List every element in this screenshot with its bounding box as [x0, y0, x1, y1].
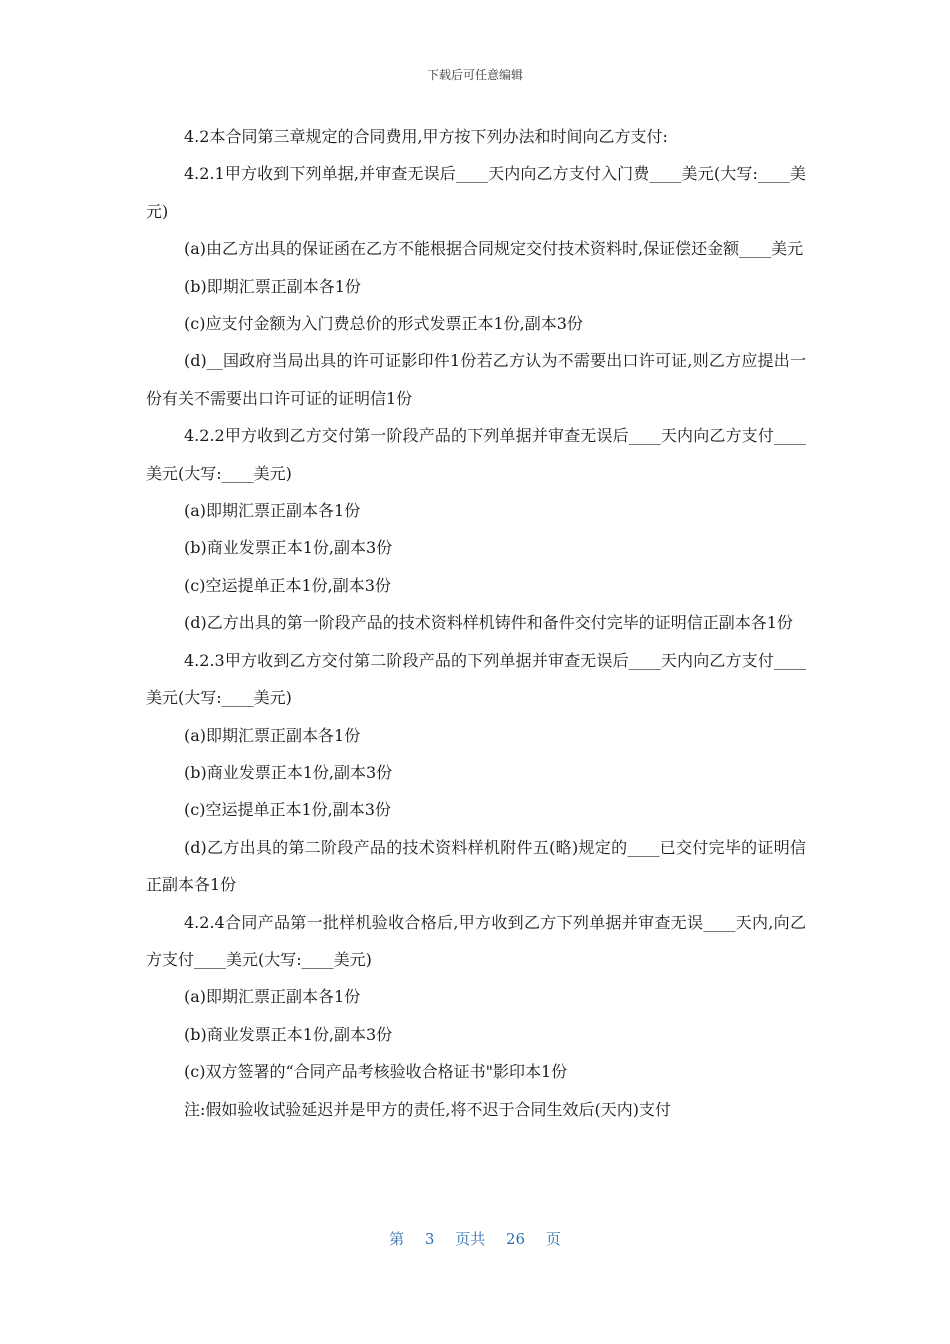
paragraph: (b)商业发票正本1份,副本3份	[184, 762, 393, 782]
paragraph: (a)即期汇票正副本各1份	[184, 501, 361, 521]
page-header: 下载后可任意编辑	[426, 68, 523, 82]
paragraph: 4.2.1甲方收到下列单据,并审查无误后____天内向乙方支付入门费____美元(大写:____美元)	[146, 164, 806, 221]
footer-suffix: 页	[545, 1230, 561, 1248]
paragraph: (b)即期汇票正副本各1份	[184, 276, 361, 296]
paragraph: 4.2.3甲方收到乙方交付第二阶段产品的下列单据并审查无误后____天内向乙方支付____美元(大写:____美元)	[146, 650, 806, 708]
footer-prefix: 第	[389, 1230, 405, 1248]
paragraph: (a)即期汇票正副本各1份	[184, 725, 361, 745]
paragraph: 4.2.4合同产品第一批样机验收合格后,甲方收到乙方下列单据并审查无误____天内,向乙方支付____美元(大写:____美元)	[146, 912, 806, 969]
paragraph: (d)__国政府当局出具的许可证影印件1份若乙方认为不需要出口许可证,则乙方应提出一份有关不需要出口许可证的证明信1份	[146, 351, 806, 408]
paragraph: (d)乙方出具的第一阶段产品的技术资料样机铸件和备件交付完毕的证明信正副本各1份	[184, 613, 793, 633]
paragraph: (c)空运提单正本1份,副本3份	[184, 575, 391, 595]
total-pages-number: 26	[506, 1230, 526, 1248]
paragraph: (a)即期汇票正副本各1份	[184, 987, 361, 1007]
paragraph: (b)商业发票正本1份,副本3份	[184, 1024, 393, 1044]
paragraph: 注:假如验收试验延迟并是甲方的责任,将不迟于合同生效后(天内)支付	[184, 1099, 671, 1119]
document-body	[146, 118, 806, 1128]
current-page-number: 3	[424, 1230, 435, 1248]
paragraph: 4.2本合同第三章规定的合同费用,甲方按下列办法和时间向乙方支付:	[184, 127, 668, 146]
footer-middle: 页共	[455, 1230, 486, 1248]
paragraph: 4.2.2甲方收到乙方交付第一阶段产品的下列单据并审查无误后____天内向乙方支付____美元(大写:____美元)	[146, 426, 806, 483]
paragraph: (d)乙方出具的第二阶段产品的技术资料样机附件五(略)规定的____已交付完毕的证明信正副本各1份	[146, 837, 806, 895]
paragraph: (a)由乙方出具的保证函在乙方不能根据合同规定交付技术资料时,保证偿还金额____美元	[184, 239, 804, 259]
paragraph: (c)应支付金额为入门费总价的形式发票正本1份,副本3份	[184, 314, 583, 334]
paragraph: (c)双方签署的“合同产品考核验收合格证书"影印本1份	[184, 1062, 568, 1082]
paragraph: (c)空运提单正本1份,副本3份	[184, 800, 391, 820]
paragraph: (b)商业发票正本1份,副本3份	[184, 538, 393, 558]
page-footer	[0, 1228, 950, 1249]
